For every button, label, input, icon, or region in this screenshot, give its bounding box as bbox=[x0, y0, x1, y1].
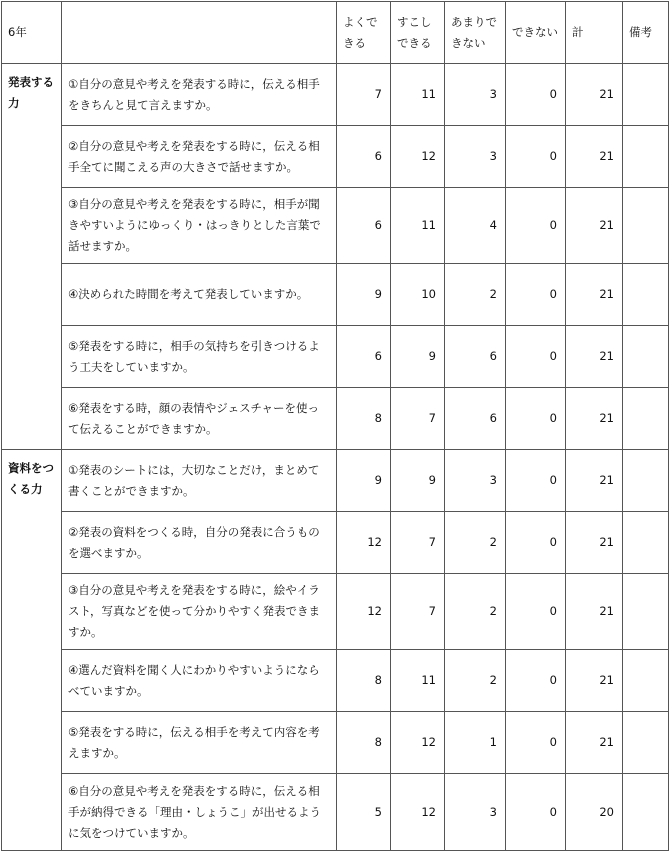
notes-cell bbox=[623, 264, 669, 326]
count-yoku: 6 bbox=[337, 126, 391, 188]
notes-cell bbox=[623, 774, 669, 851]
question-text: ⑤発表をする時に，伝える相手を考えて内容を考えますか。 bbox=[62, 712, 337, 774]
category-label: 資料をつくる力 bbox=[2, 450, 62, 851]
count-total: 21 bbox=[566, 326, 623, 388]
count-total: 21 bbox=[566, 126, 623, 188]
question-text: ②自分の意見や考えを発表をする時に，伝える相手全てに聞こえる声の大きさで話せますか。 bbox=[62, 126, 337, 188]
count-sukoshi: 12 bbox=[391, 774, 445, 851]
count-total: 21 bbox=[566, 188, 623, 264]
count-yoku: 12 bbox=[337, 512, 391, 574]
question-text: ⑤発表をする時に，相手の気持ちを引きつけるよう工夫をしていますか。 bbox=[62, 326, 337, 388]
count-amari: 2 bbox=[445, 264, 506, 326]
table-row bbox=[2, 126, 669, 188]
count-total: 20 bbox=[566, 774, 623, 851]
question-text: ④決められた時間を考えて発表していますか。 bbox=[62, 264, 337, 326]
question-text: ④選んだ資料を聞く人にわかりやすいようにならべていますか。 bbox=[62, 650, 337, 712]
table-body bbox=[2, 2, 669, 851]
count-amari: 2 bbox=[445, 512, 506, 574]
count-total: 21 bbox=[566, 264, 623, 326]
question-header bbox=[62, 2, 337, 64]
col-header-dekinai: できない bbox=[506, 2, 566, 64]
notes-cell bbox=[623, 388, 669, 450]
count-yoku: 12 bbox=[337, 574, 391, 650]
table-row bbox=[2, 450, 669, 512]
table-row bbox=[2, 326, 669, 388]
count-amari: 4 bbox=[445, 188, 506, 264]
notes-cell bbox=[623, 326, 669, 388]
table-row bbox=[2, 64, 669, 126]
count-sukoshi: 12 bbox=[391, 126, 445, 188]
question-text: ②発表の資料をつくる時，自分の発表に合うものを選べますか。 bbox=[62, 512, 337, 574]
count-total: 21 bbox=[566, 388, 623, 450]
notes-cell bbox=[623, 650, 669, 712]
count-yoku: 7 bbox=[337, 64, 391, 126]
question-text: ①自分の意見や考えを発表する時に，伝える相手をきちんと見て言えますか。 bbox=[62, 64, 337, 126]
count-sukoshi: 11 bbox=[391, 188, 445, 264]
notes-cell bbox=[623, 64, 669, 126]
count-dekinai: 0 bbox=[506, 388, 566, 450]
count-amari: 3 bbox=[445, 64, 506, 126]
count-total: 21 bbox=[566, 650, 623, 712]
count-sukoshi: 7 bbox=[391, 574, 445, 650]
count-dekinai: 0 bbox=[506, 326, 566, 388]
count-amari: 6 bbox=[445, 326, 506, 388]
count-yoku: 6 bbox=[337, 188, 391, 264]
count-sukoshi: 9 bbox=[391, 326, 445, 388]
question-text: ③自分の意見や考えを発表をする時に，絵やイラスト，写真などを使って分かりやすく発表できますか。 bbox=[62, 574, 337, 650]
count-sukoshi: 12 bbox=[391, 712, 445, 774]
count-amari: 3 bbox=[445, 774, 506, 851]
count-amari: 3 bbox=[445, 450, 506, 512]
count-dekinai: 0 bbox=[506, 126, 566, 188]
col-header-amari: あまりできない bbox=[445, 2, 506, 64]
count-dekinai: 0 bbox=[506, 712, 566, 774]
count-amari: 6 bbox=[445, 388, 506, 450]
table-row bbox=[2, 512, 669, 574]
count-total: 21 bbox=[566, 450, 623, 512]
col-header-yoku: よくできる bbox=[337, 2, 391, 64]
col-header-total: 計 bbox=[566, 2, 623, 64]
question-text: ①発表のシートには，大切なことだけ，まとめて書くことができますか。 bbox=[62, 450, 337, 512]
notes-cell bbox=[623, 450, 669, 512]
table-row bbox=[2, 774, 669, 851]
survey-results-table bbox=[1, 1, 669, 851]
count-total: 21 bbox=[566, 712, 623, 774]
question-text: ③自分の意見や考えを発表をする時に，相手が聞きやすいようにゆっくり・はっきりとした言葉で話せますか。 bbox=[62, 188, 337, 264]
count-amari: 2 bbox=[445, 574, 506, 650]
count-amari: 1 bbox=[445, 712, 506, 774]
count-sukoshi: 9 bbox=[391, 450, 445, 512]
count-yoku: 8 bbox=[337, 712, 391, 774]
notes-cell bbox=[623, 512, 669, 574]
table-row bbox=[2, 712, 669, 774]
count-sukoshi: 11 bbox=[391, 64, 445, 126]
notes-cell bbox=[623, 574, 669, 650]
table-row bbox=[2, 650, 669, 712]
count-yoku: 8 bbox=[337, 650, 391, 712]
question-text: ⑥自分の意見や考えを発表をする時に，伝える相手が納得できる「理由・しょうこ」が出せるように気をつけていますか。 bbox=[62, 774, 337, 851]
question-text: ⑥発表をする時，顔の表情やジェスチャーを使って伝えることができますか。 bbox=[62, 388, 337, 450]
count-sukoshi: 7 bbox=[391, 512, 445, 574]
grade-header: 6年 bbox=[2, 2, 62, 64]
count-yoku: 9 bbox=[337, 264, 391, 326]
table-row bbox=[2, 574, 669, 650]
count-total: 21 bbox=[566, 64, 623, 126]
header-row bbox=[2, 2, 669, 64]
count-sukoshi: 11 bbox=[391, 650, 445, 712]
table-row bbox=[2, 188, 669, 264]
count-amari: 2 bbox=[445, 650, 506, 712]
count-yoku: 8 bbox=[337, 388, 391, 450]
notes-cell bbox=[623, 188, 669, 264]
count-yoku: 9 bbox=[337, 450, 391, 512]
col-header-notes: 備考 bbox=[623, 2, 669, 64]
table-row bbox=[2, 388, 669, 450]
count-yoku: 6 bbox=[337, 326, 391, 388]
count-sukoshi: 10 bbox=[391, 264, 445, 326]
count-dekinai: 0 bbox=[506, 774, 566, 851]
count-yoku: 5 bbox=[337, 774, 391, 851]
table-row bbox=[2, 264, 669, 326]
col-header-sukoshi: すこしできる bbox=[391, 2, 445, 64]
count-dekinai: 0 bbox=[506, 188, 566, 264]
count-dekinai: 0 bbox=[506, 64, 566, 126]
count-dekinai: 0 bbox=[506, 574, 566, 650]
count-total: 21 bbox=[566, 512, 623, 574]
category-label: 発表する力 bbox=[2, 64, 62, 450]
notes-cell bbox=[623, 126, 669, 188]
count-dekinai: 0 bbox=[506, 264, 566, 326]
count-dekinai: 0 bbox=[506, 650, 566, 712]
count-sukoshi: 7 bbox=[391, 388, 445, 450]
count-dekinai: 0 bbox=[506, 512, 566, 574]
count-amari: 3 bbox=[445, 126, 506, 188]
count-total: 21 bbox=[566, 574, 623, 650]
count-dekinai: 0 bbox=[506, 450, 566, 512]
notes-cell bbox=[623, 712, 669, 774]
